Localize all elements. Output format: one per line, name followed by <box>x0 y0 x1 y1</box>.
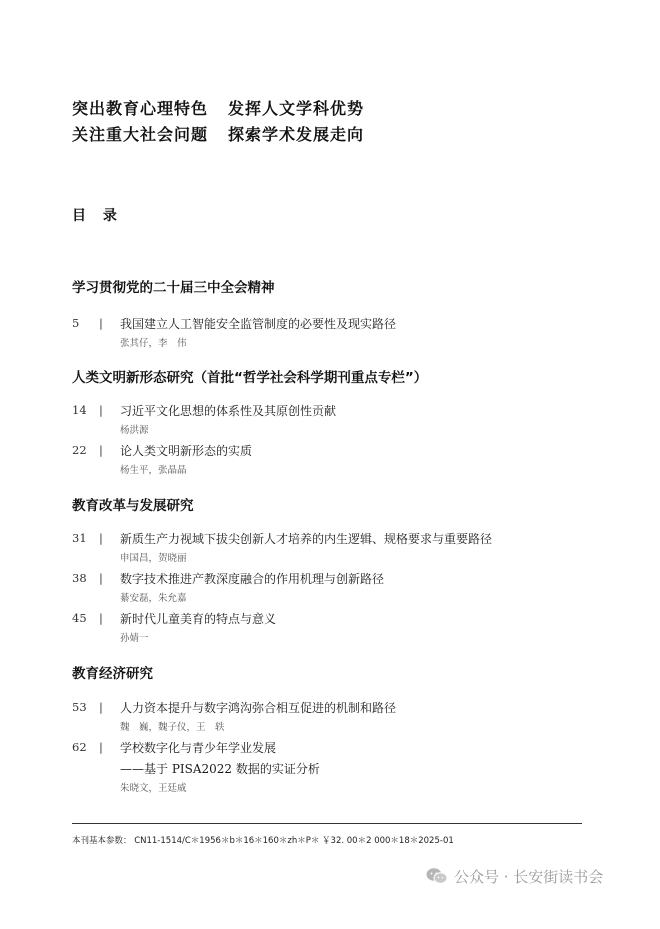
wechat-watermark <box>426 864 603 888</box>
article-title[interactable]: 我国建立人工智能安全监管制度的必要性及现实路径 <box>120 317 397 331</box>
separator-bar: | <box>99 316 103 330</box>
article-title[interactable]: 数字技术推进产教深度融合的作用机理与创新路径 <box>120 572 385 586</box>
separator-bar: | <box>99 443 103 457</box>
page-number: 14 <box>72 403 87 417</box>
separator-bar: | <box>99 571 103 585</box>
article-authors: 申国昌，贺晓丽 <box>120 553 187 564</box>
motto-2a: 关注重大社会问题 <box>72 125 209 144</box>
article-authors: 綦安磊，朱允嘉 <box>120 593 187 604</box>
wechat-icon <box>426 867 448 885</box>
article-title[interactable]: 论人类文明新形态的实质 <box>120 444 253 458</box>
article-subtitle: ——基于 PISA2022 数据的实证分析 <box>120 762 320 776</box>
motto-1a: 突出教育心理特色 <box>72 99 209 118</box>
article-title[interactable]: 新时代儿童美育的特点与意义 <box>120 612 277 626</box>
separator-bar: | <box>99 531 103 545</box>
separator-bar: | <box>99 740 103 754</box>
page-number: 53 <box>72 700 87 714</box>
page-number: 31 <box>72 531 87 545</box>
page-number: 22 <box>72 443 87 457</box>
journal-parameters: 本刊基本参数： CN11-1514/C＊1956＊b＊16＊160＊zh＊P＊ ￥32. 00＊2 000＊18＊2025-01 <box>72 836 454 846</box>
page-number: 45 <box>72 611 87 625</box>
page-number: 38 <box>72 571 87 585</box>
watermark-text: 公众号 · 长安街读书会 <box>454 867 604 886</box>
toc-title: 目 录 <box>72 208 123 224</box>
article-authors: 朱晓文，王廷威 <box>120 783 187 794</box>
separator-bar: | <box>99 700 103 714</box>
article-authors: 张其仔，李 伟 <box>120 338 187 349</box>
page-number: 62 <box>72 740 87 754</box>
motto-1b: 发挥人文学科优势 <box>228 99 365 118</box>
article-title[interactable]: 新质生产力视域下拔尖创新人才培养的内生逻辑、规格要求与重要路径 <box>120 532 493 546</box>
section-heading-civilization: 人类文明新形态研究（首批“哲学社会科学期刊重点专栏”） <box>72 370 428 386</box>
article-authors: 杨洪源 <box>120 425 149 436</box>
footer-divider <box>72 823 582 824</box>
motto-line-1 <box>72 96 364 122</box>
section-heading-education-reform: 教育改革与发展研究 <box>72 498 194 514</box>
section-heading-plenum: 学习贯彻党的二十届三中全会精神 <box>72 280 275 296</box>
page-number: 5 <box>72 316 80 330</box>
article-authors: 杨生平，张晶晶 <box>120 465 187 476</box>
article-title[interactable]: 习近平文化思想的体系性及其原创性贡献 <box>120 404 337 418</box>
article-title[interactable]: 学校数字化与青少年学业发展 <box>120 741 277 755</box>
motto-2b: 探索学术发展走向 <box>228 125 365 144</box>
article-authors: 魏 巍，魏子仪，王 轶 <box>120 722 225 733</box>
motto-line-2 <box>72 122 364 148</box>
separator-bar: | <box>99 403 103 417</box>
article-title[interactable]: 人力资本提升与数字鸿沟弥合相互促进的机制和路径 <box>120 701 397 715</box>
journal-mottos <box>72 96 364 148</box>
article-authors: 孙婧一 <box>120 633 149 644</box>
separator-bar: | <box>99 611 103 625</box>
section-heading-education-economics: 教育经济研究 <box>72 666 153 682</box>
